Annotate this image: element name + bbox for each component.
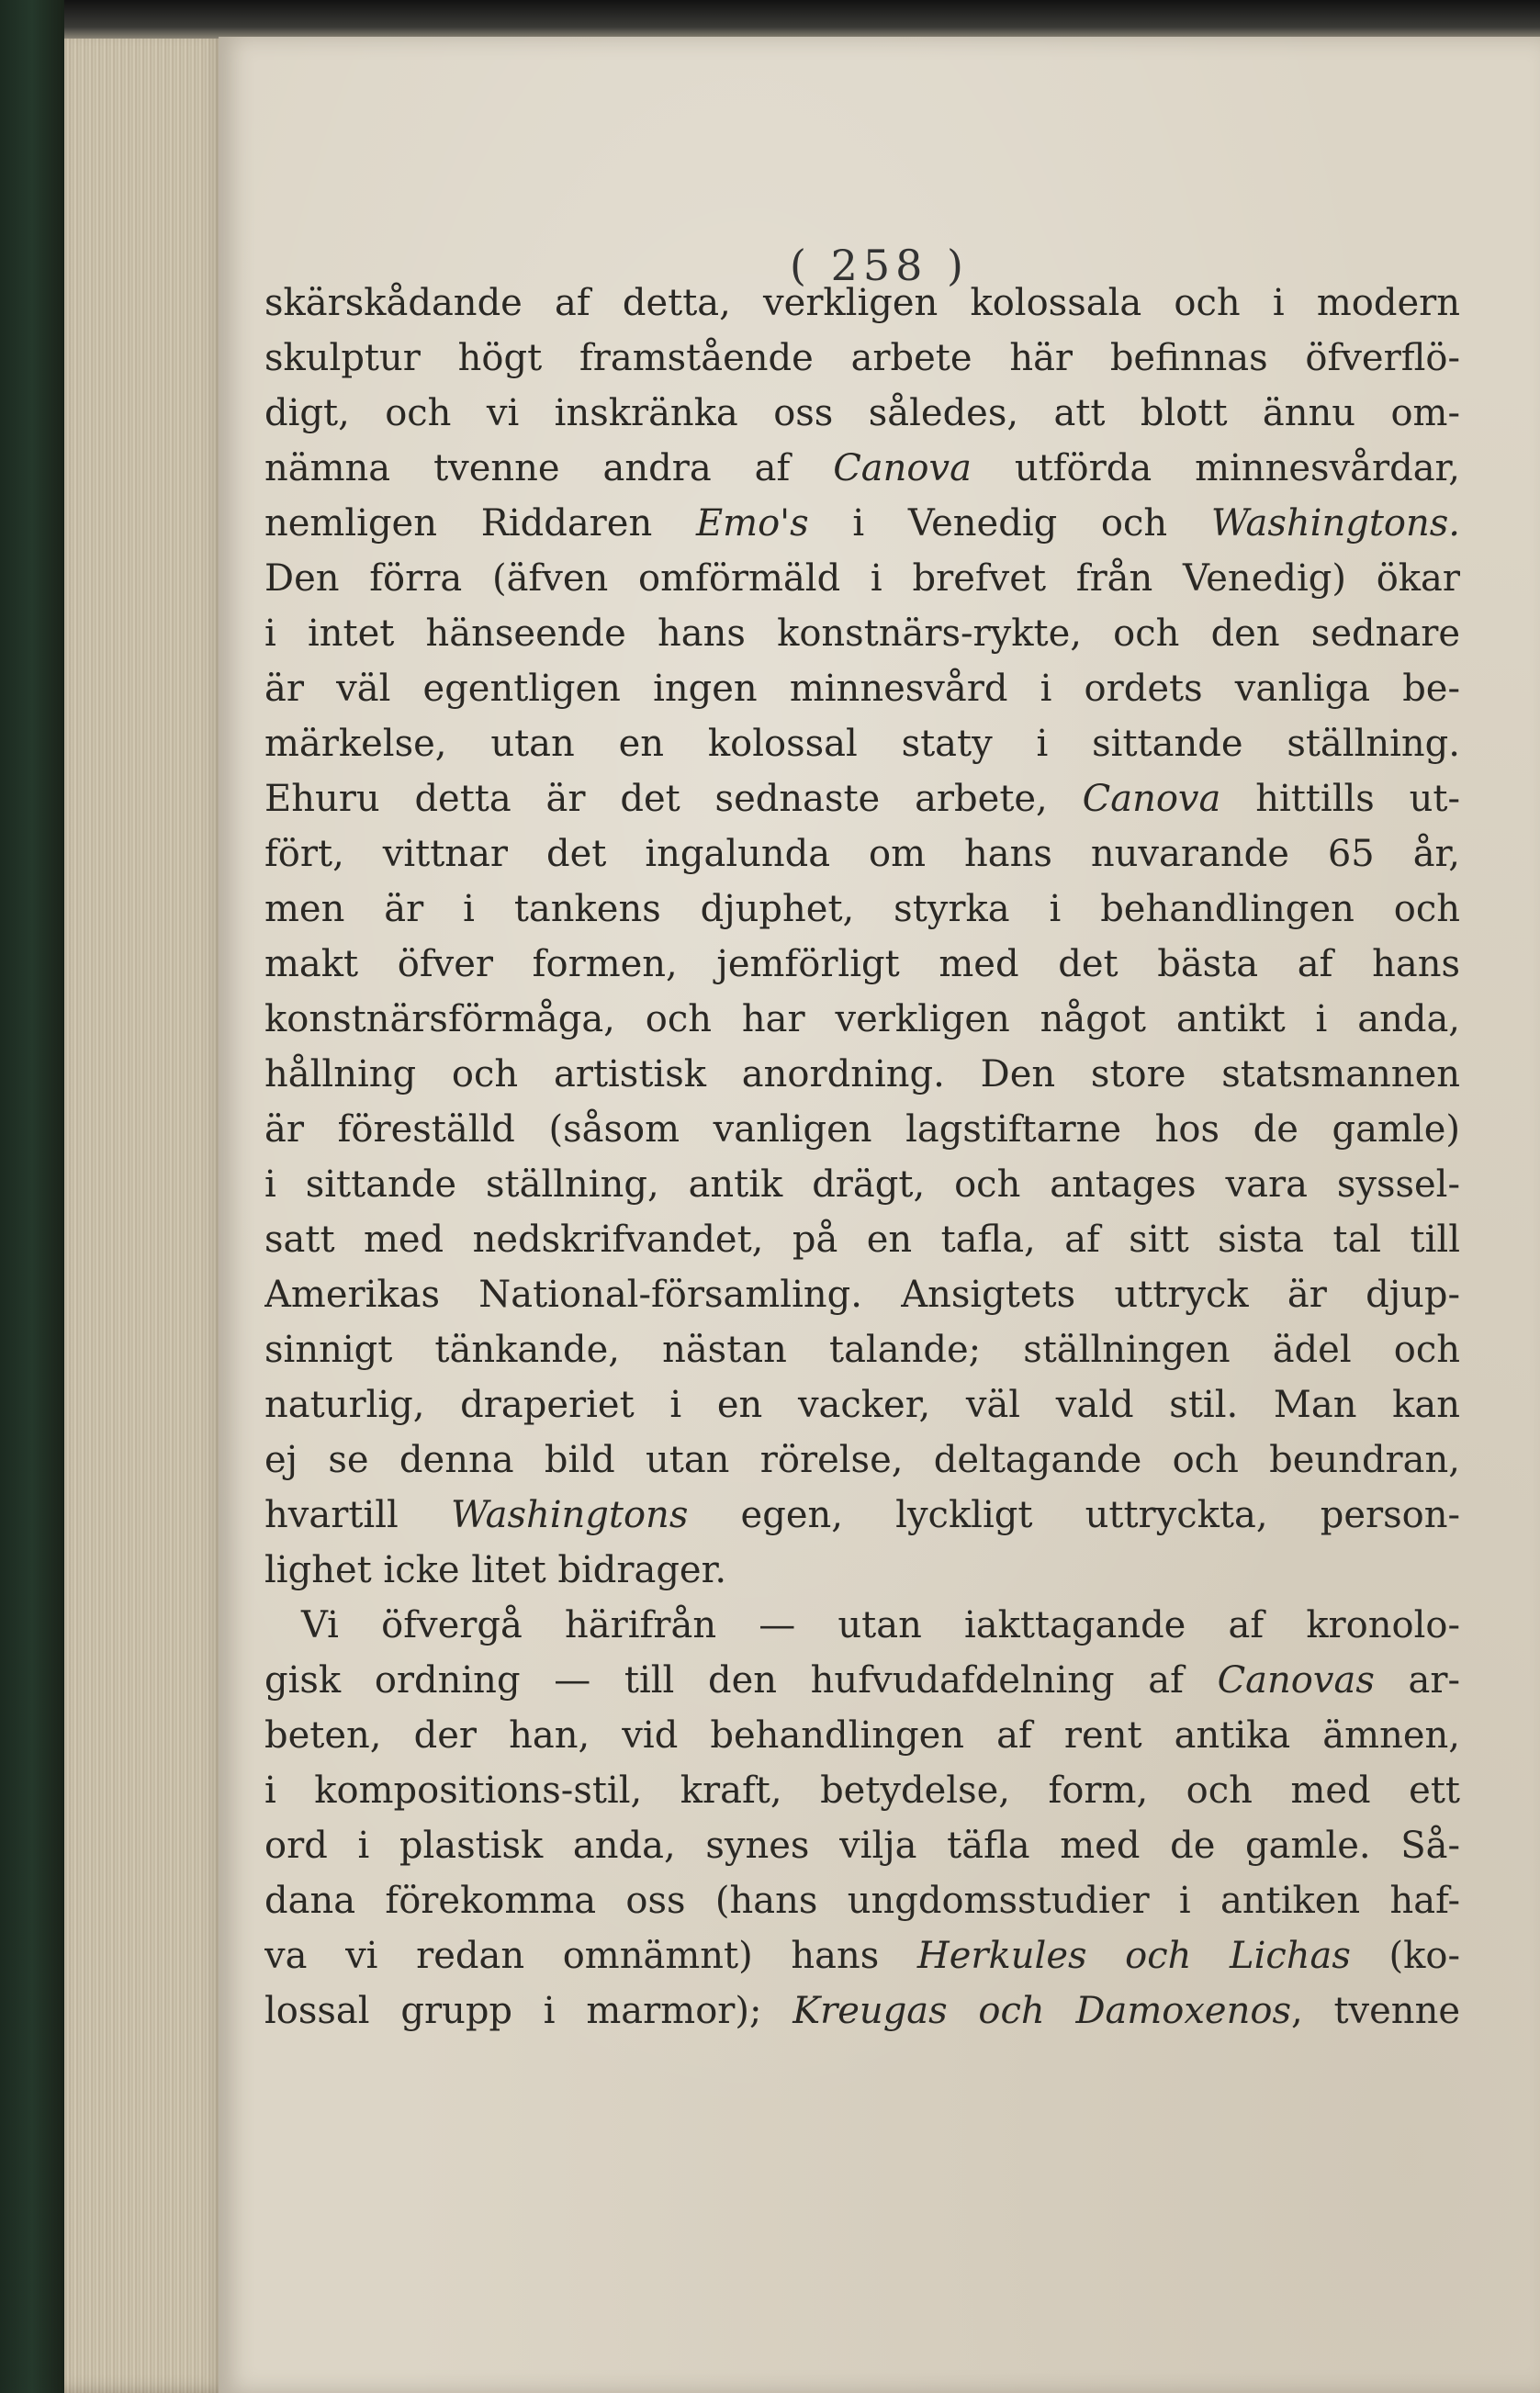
text-line: [264, 1873, 1460, 1928]
text-line: [264, 1377, 1460, 1432]
text-line: [264, 1267, 1460, 1322]
text-line: [264, 1763, 1460, 1818]
text-segment: beten, der han, vid behandlingen af rent antika ämnen,: [264, 1714, 1460, 1757]
text-segment: Amerikas National-församling. Ansigtets uttryck är djup-: [264, 1274, 1460, 1316]
text-segment: fört, vittnar det ingalunda om hans nuvarande 65 år,: [264, 833, 1460, 875]
italic-text-segment: Herkules och Lichas: [916, 1935, 1351, 1977]
text-line: [264, 1047, 1460, 1102]
italic-text-segment: Canova: [833, 447, 972, 489]
italic-text-segment: Washingtons: [450, 1494, 689, 1536]
text-segment: i intet hänseende hans konstnärs-rykte, och den sednare: [264, 612, 1460, 655]
text-line: [264, 1432, 1460, 1488]
text-line: [264, 882, 1460, 937]
text-line: [264, 1102, 1460, 1157]
text-segment: nämna tvenne andra af: [264, 447, 834, 489]
text-segment: egen, lyckligt uttryckta, person-: [688, 1494, 1460, 1536]
page-stack-edges: [64, 28, 230, 2393]
text-segment: digt, och vi inskränka oss således, att blott ännu om-: [264, 392, 1460, 434]
text-segment: nemligen Riddaren: [264, 502, 696, 545]
text-segment: hittills ut-: [1220, 778, 1460, 820]
text-line: [264, 1653, 1460, 1708]
book-cover-edge: [0, 0, 64, 2393]
text-line: [264, 551, 1460, 606]
text-line: [264, 386, 1460, 441]
text-segment: i sittande ställning, antik drägt, och antages vara syssel-: [264, 1163, 1460, 1206]
text-segment: Den förra (äfven omförmäld i brefvet från Venedig) ökar: [264, 557, 1460, 600]
text-segment: märkelse, utan en kolossal staty i sittande ställning.: [264, 723, 1460, 765]
text-line: [264, 275, 1460, 331]
italic-text-segment: Kreugas och Damoxenos: [792, 1990, 1291, 2032]
text-segment: ar-: [1374, 1659, 1460, 1702]
text-line: [264, 992, 1460, 1047]
text-segment: sinnigt tänkande, nästan talande; ställningen ädel och: [264, 1329, 1460, 1371]
text-line: [264, 1598, 1460, 1653]
text-segment: naturlig, draperiet i en vacker, väl vald stil. Man kan: [264, 1384, 1460, 1426]
text-segment: konstnärsförmåga, och har verkligen något antikt i anda,: [264, 998, 1460, 1040]
italic-text-segment: Washingtons.: [1210, 502, 1460, 545]
text-line: [264, 1928, 1460, 1983]
text-segment: va vi redan omnämnt) hans: [264, 1935, 917, 1977]
text-segment: hvartill: [264, 1494, 451, 1536]
top-shadow-edge: [64, 0, 1540, 39]
text-segment: , tvenne: [1290, 1990, 1460, 2032]
body-text: [264, 275, 1460, 2039]
text-line: [264, 441, 1460, 496]
italic-text-segment: Canovas: [1217, 1659, 1375, 1702]
text-segment: Ehuru detta är det sednaste arbete,: [264, 778, 1083, 820]
text-segment: (ko-: [1350, 1935, 1460, 1977]
text-segment: lighet icke litet bidrager.: [264, 1549, 727, 1591]
text-segment: i Venedig och: [808, 502, 1211, 545]
text-segment: skärskådande af detta, verkligen kolossala och i modern: [264, 282, 1460, 324]
italic-text-segment: Emo's: [695, 502, 809, 545]
text-segment: lossal grupp i marmor);: [264, 1990, 793, 2032]
text-segment: Vi öfvergå härifrån — utan iakttagande af kronolo-: [301, 1604, 1460, 1646]
text-segment: gisk ordning — till den hufvudafdelning af: [264, 1659, 1218, 1702]
text-line: [264, 1983, 1460, 2039]
text-segment: i kompositions-stil, kraft, betydelse, form, och med ett: [264, 1769, 1460, 1812]
text-line: [264, 826, 1460, 882]
text-line: [264, 1322, 1460, 1377]
text-line: [264, 771, 1460, 826]
text-line: [264, 1488, 1460, 1543]
text-line: [264, 1818, 1460, 1873]
text-segment: makt öfver formen, jemförligt med det bästa af hans: [264, 943, 1460, 985]
text-line: [264, 1543, 1460, 1598]
text-segment: hållning och artistisk anordning. Den store statsmannen: [264, 1053, 1460, 1095]
text-segment: utförda minnesvårdar,: [971, 447, 1460, 489]
text-line: [264, 496, 1460, 551]
text-segment: satt med nedskrifvandet, på en tafla, af sitt sista tal till: [264, 1219, 1460, 1261]
page-number: ( 258 ): [790, 241, 969, 290]
italic-text-segment: Canova: [1082, 778, 1221, 820]
text-segment: är föreställd (såsom vanligen lagstiftarne hos de gamle): [264, 1108, 1460, 1151]
text-segment: ej se denna bild utan rörelse, deltagande och beundran,: [264, 1439, 1460, 1481]
text-segment: skulptur högt framstående arbete här befinnas öfverflö-: [264, 337, 1460, 379]
text-line: [264, 661, 1460, 716]
text-segment: men är i tankens djuphet, styrka i behandlingen och: [264, 888, 1460, 930]
text-line: [264, 1708, 1460, 1763]
text-line: [264, 331, 1460, 386]
text-line: [264, 606, 1460, 661]
text-line: [264, 1212, 1460, 1267]
text-segment: dana förekomma oss (hans ungdomsstudier i antiken haf-: [264, 1880, 1460, 1922]
text-line: [264, 937, 1460, 992]
text-line: [264, 716, 1460, 771]
text-line: [264, 1157, 1460, 1212]
text-segment: är väl egentligen ingen minnesvård i ordets vanliga be-: [264, 668, 1460, 710]
text-segment: ord i plastisk anda, synes vilja täfla med de gamle. Så-: [264, 1825, 1460, 1867]
